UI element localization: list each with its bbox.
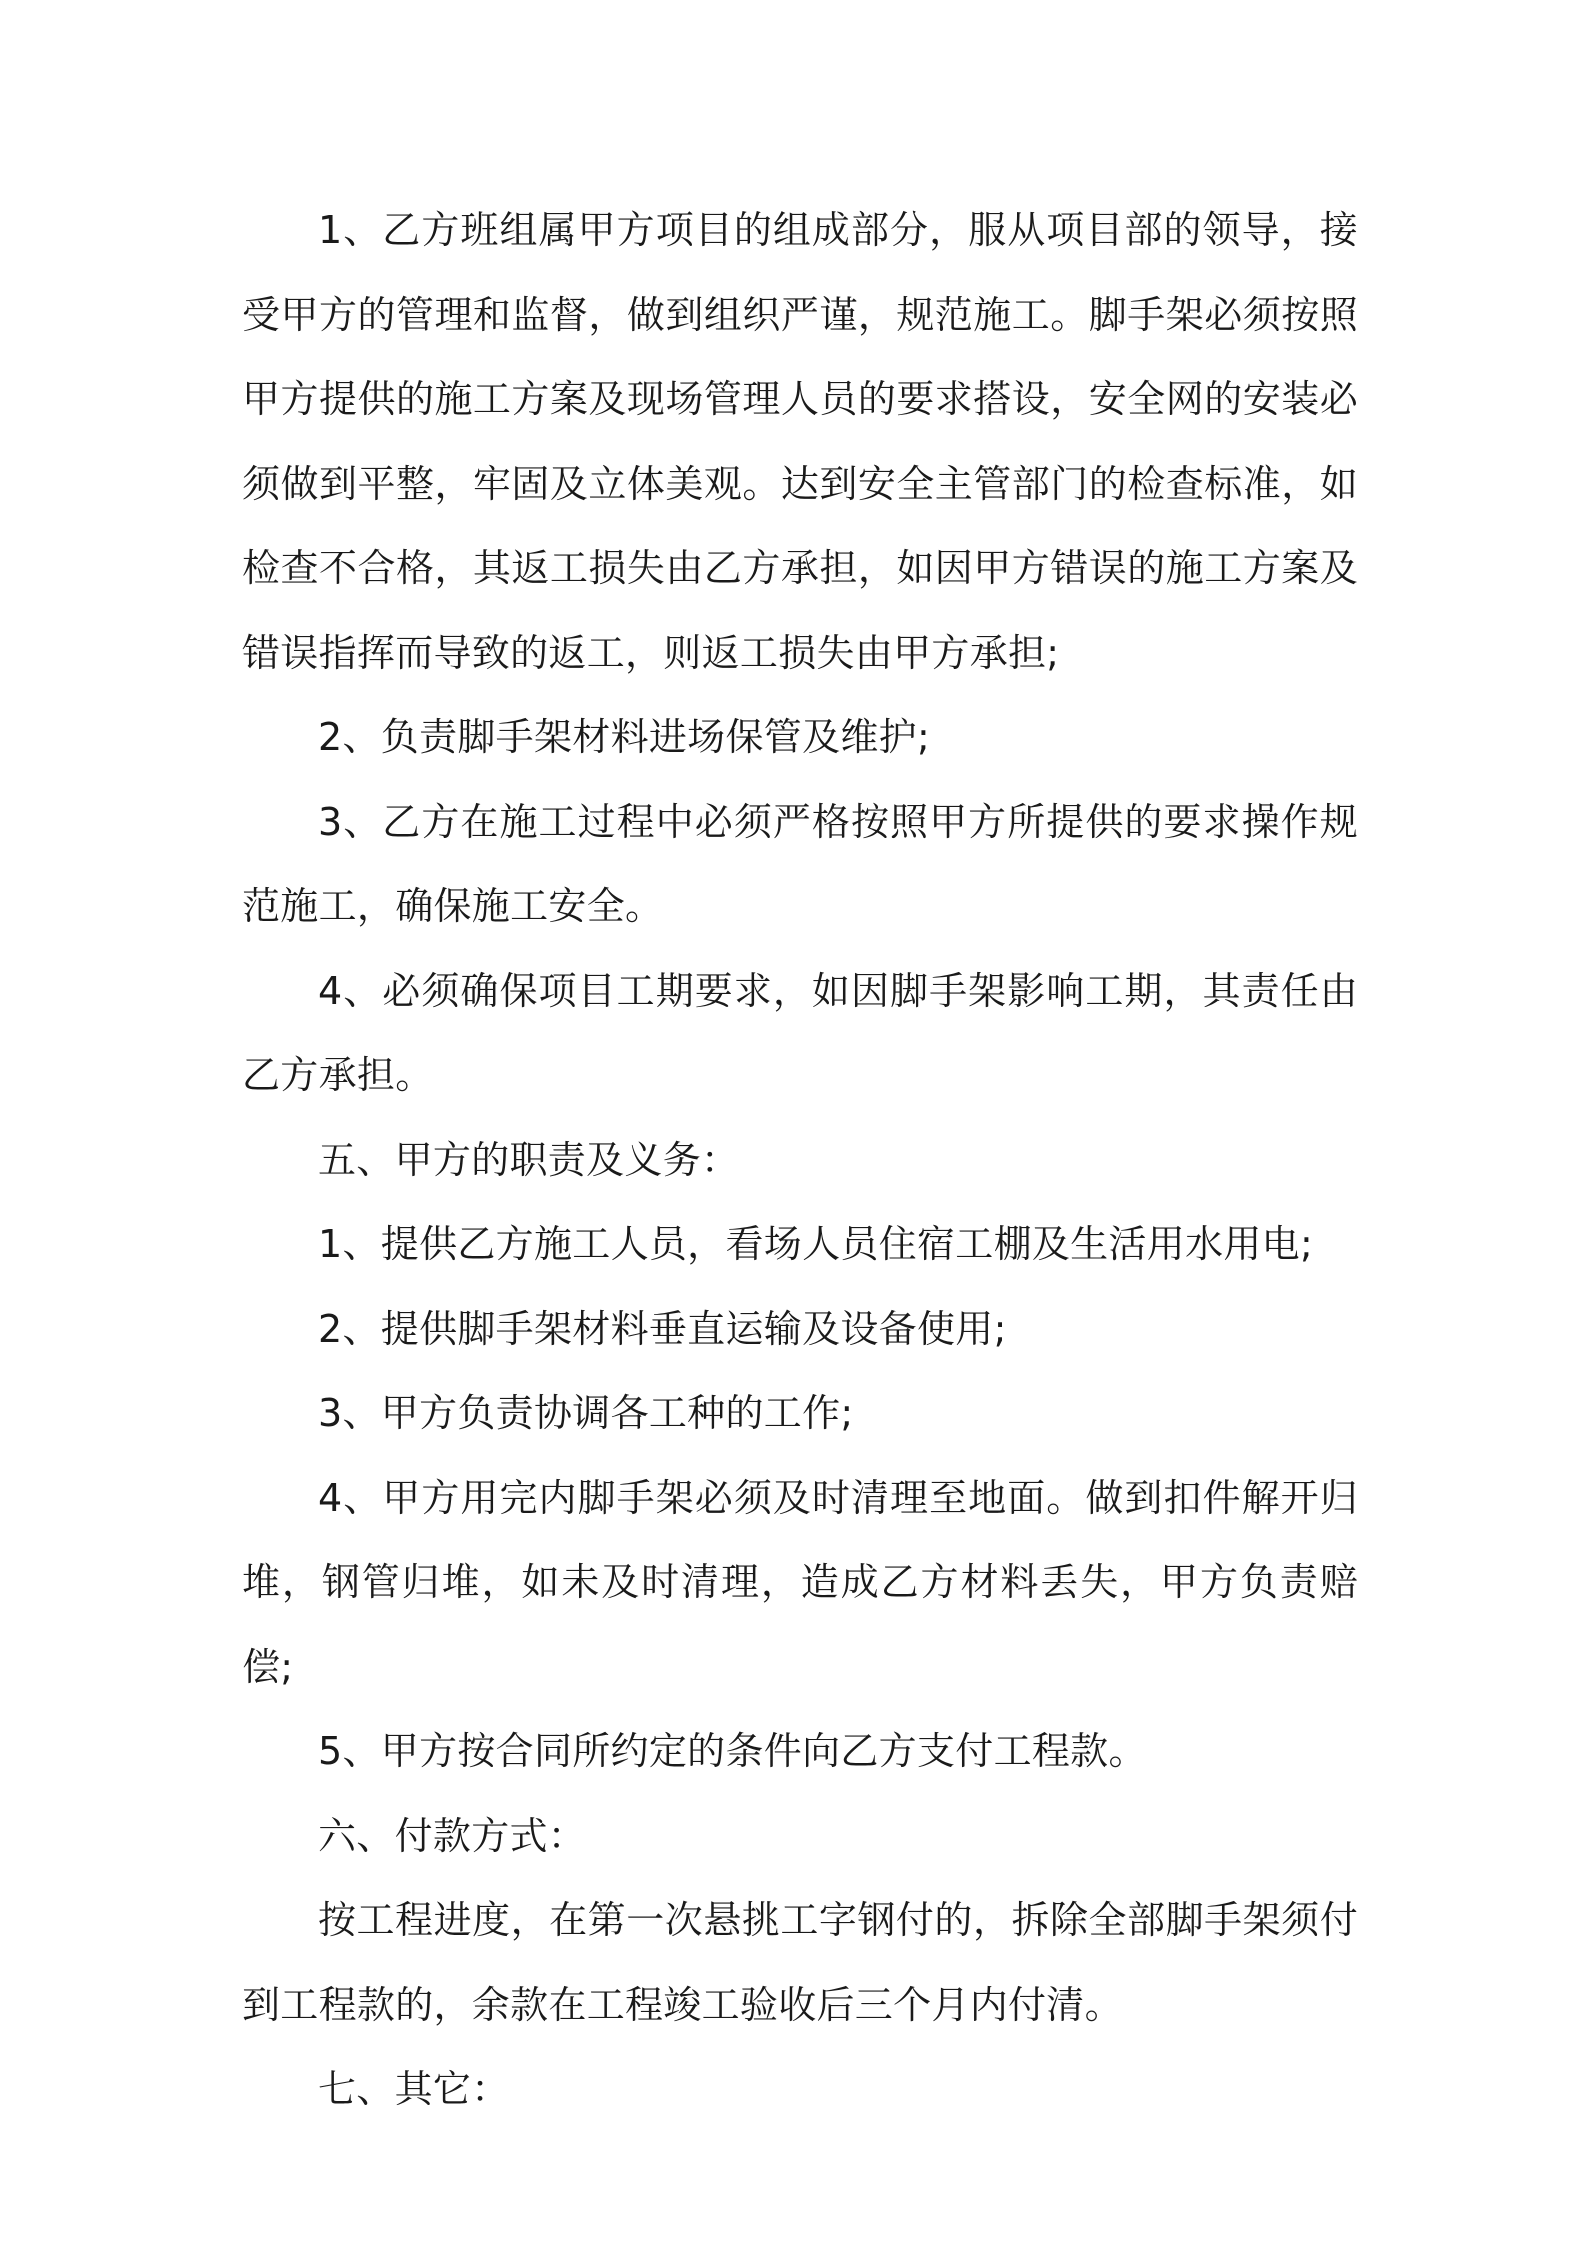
paragraph-2: 2、负责脚手架材料进场保管及维护; [318,715,931,759]
paragraph-10: 5、甲方按合同所约定的条件向乙方支付工程款。 [318,1729,1147,1773]
section-heading-6: 六、付款方式： [318,1813,587,1858]
paragraph-9: 4、甲方用完内脚手架必须及时清理至地面。做到扣件解开归堆，钢管归堆，如未及时清理，造成乙方材料丢失，甲方负责赔偿; [242,1475,1358,1689]
paragraph-8: 3、甲方负责协调各工种的工作; [318,1391,854,1435]
paragraph-6: 1、提供乙方施工人员，看场人员住宿工棚及生活用水用电; [318,1222,1314,1266]
paragraph-1: 1、乙方班组属甲方项目的组成部分，服从项目部的领导，接受甲方的管理和监督，做到组织严谨，规范施工。脚手架必须按照甲方提供的施工方案及现场管理人员的要求搭设，安全网的安装必须做到平整，牢固及立体美观。达到安全主管部门的检查标准，如检查不合格，其返工损失由乙方承担，如因甲方错误的施工方案及错误指挥而导致的返工，则返工损失由甲方承担; [242,208,1358,675]
paragraph-7: 2、提供脚手架材料垂直运输及设备使用; [318,1306,1007,1351]
section-heading-7: 七、其它： [318,2067,510,2111]
paragraph-4: 4、必须确保项目工期要求，如因脚手架影响工期，其责任由乙方承担。 [242,968,1358,1097]
section-heading-5: 五、甲方的职责及义务： [318,1137,740,1182]
paragraph-3: 3、乙方在施工过程中必须严格按照甲方所提供的要求操作规范施工，确保施工安全。 [242,799,1358,928]
document-body [242,188,1358,2132]
paragraph-12: 按工程进度，在第一次悬挑工字钢付的，拆除全部脚手架须付到工程款的，余款在工程竣工验收后三个月内付清。 [242,1898,1358,2027]
